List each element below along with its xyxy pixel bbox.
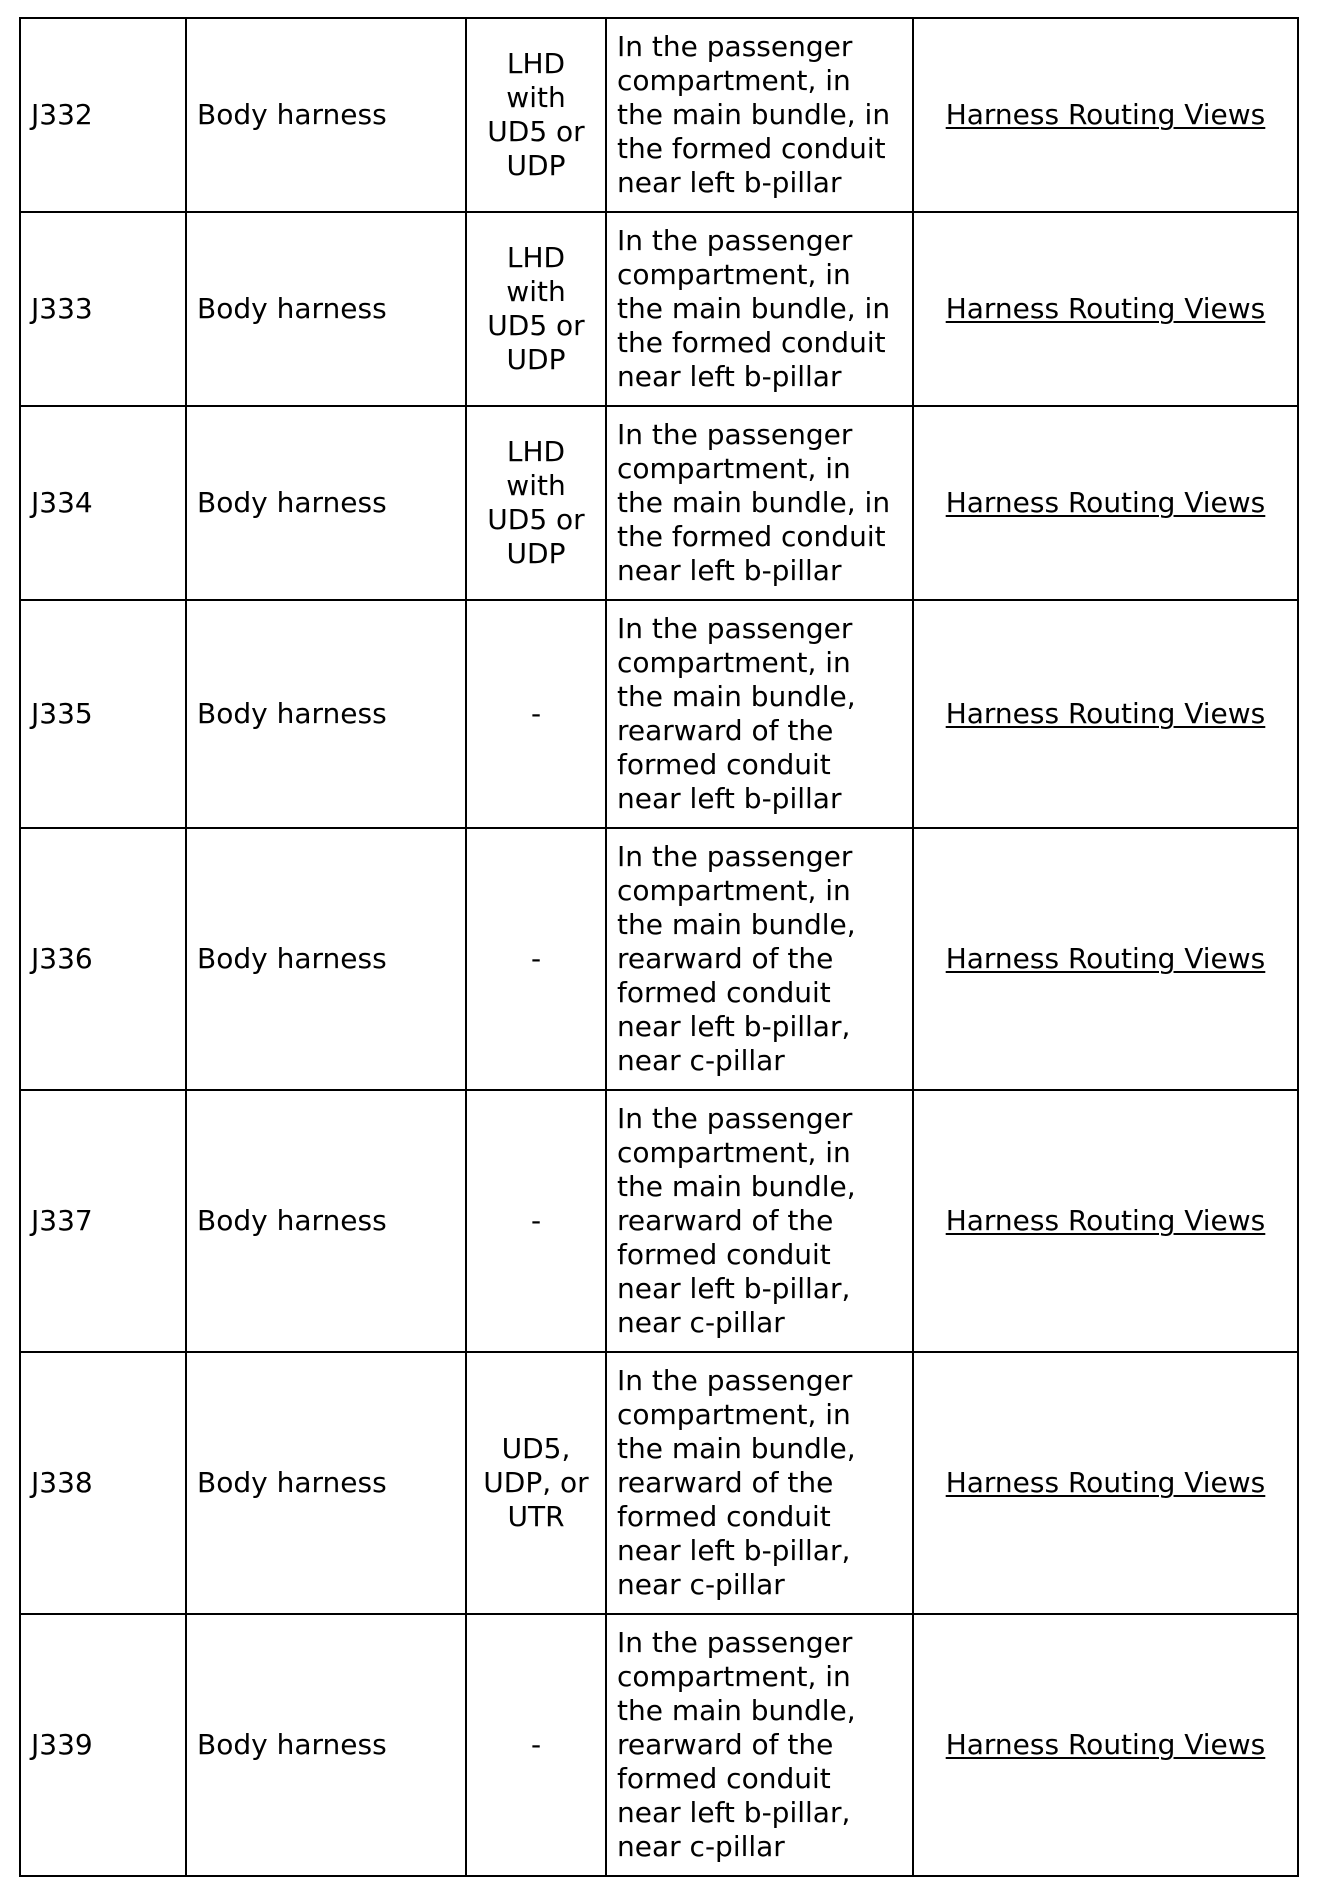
connector-id-cell: J339	[20, 1614, 186, 1876]
table-row	[20, 406, 1298, 600]
connector-table-body	[20, 18, 1298, 1876]
link-cell	[913, 1614, 1298, 1876]
harness-cell: Body harness	[186, 1090, 466, 1352]
harness-cell: Body harness	[186, 600, 466, 828]
option-cell: LHD with UD5 or UDP	[466, 212, 606, 406]
connector-id-cell: J336	[20, 828, 186, 1090]
link-cell	[913, 828, 1298, 1090]
connector-table	[19, 17, 1299, 1877]
harness-cell: Body harness	[186, 1614, 466, 1876]
harness-routing-views-link[interactable]: Harness Routing Views	[945, 292, 1266, 325]
table-row	[20, 18, 1298, 212]
option-cell: LHD with UD5 or UDP	[466, 406, 606, 600]
location-cell: In the passenger compartment, in the main bundle, rearward of the formed conduit near left b-pillar	[606, 600, 913, 828]
link-cell	[913, 600, 1298, 828]
connector-id-cell: J332	[20, 18, 186, 212]
option-cell: -	[466, 828, 606, 1090]
location-cell: In the passenger compartment, in the main bundle, rearward of the formed conduit near left b-pillar, near c-pillar	[606, 1090, 913, 1352]
link-cell	[913, 1352, 1298, 1614]
link-cell	[913, 18, 1298, 212]
connector-id-cell: J335	[20, 600, 186, 828]
harness-cell: Body harness	[186, 212, 466, 406]
connector-id-cell: J334	[20, 406, 186, 600]
harness-routing-views-link[interactable]: Harness Routing Views	[945, 1728, 1266, 1761]
harness-routing-views-link[interactable]: Harness Routing Views	[945, 942, 1266, 975]
connector-id-cell: J338	[20, 1352, 186, 1614]
harness-routing-views-link[interactable]: Harness Routing Views	[945, 486, 1266, 519]
harness-cell: Body harness	[186, 828, 466, 1090]
option-cell: -	[466, 600, 606, 828]
connector-id-cell: J333	[20, 212, 186, 406]
location-cell: In the passenger compartment, in the main bundle, rearward of the formed conduit near left b-pillar, near c-pillar	[606, 828, 913, 1090]
harness-cell: Body harness	[186, 1352, 466, 1614]
table-row	[20, 828, 1298, 1090]
location-cell: In the passenger compartment, in the main bundle, rearward of the formed conduit near left b-pillar, near c-pillar	[606, 1614, 913, 1876]
table-row	[20, 1352, 1298, 1614]
option-cell: UD5, UDP, or UTR	[466, 1352, 606, 1614]
location-cell: In the passenger compartment, in the main bundle, in the formed conduit near left b-pillar	[606, 406, 913, 600]
option-cell: -	[466, 1614, 606, 1876]
location-cell: In the passenger compartment, in the main bundle, in the formed conduit near left b-pillar	[606, 212, 913, 406]
harness-routing-views-link[interactable]: Harness Routing Views	[945, 98, 1266, 131]
link-cell	[913, 406, 1298, 600]
harness-cell: Body harness	[186, 18, 466, 212]
option-cell: -	[466, 1090, 606, 1352]
harness-cell: Body harness	[186, 406, 466, 600]
connector-id-cell: J337	[20, 1090, 186, 1352]
table-row	[20, 1614, 1298, 1876]
table-row	[20, 600, 1298, 828]
harness-routing-views-link[interactable]: Harness Routing Views	[945, 1204, 1266, 1237]
link-cell	[913, 1090, 1298, 1352]
harness-routing-views-link[interactable]: Harness Routing Views	[945, 697, 1266, 730]
option-cell: LHD with UD5 or UDP	[466, 18, 606, 212]
table-row	[20, 1090, 1298, 1352]
location-cell: In the passenger compartment, in the main bundle, in the formed conduit near left b-pillar	[606, 18, 913, 212]
table-row	[20, 212, 1298, 406]
link-cell	[913, 212, 1298, 406]
harness-routing-views-link[interactable]: Harness Routing Views	[945, 1466, 1266, 1499]
location-cell: In the passenger compartment, in the main bundle, rearward of the formed conduit near left b-pillar, near c-pillar	[606, 1352, 913, 1614]
